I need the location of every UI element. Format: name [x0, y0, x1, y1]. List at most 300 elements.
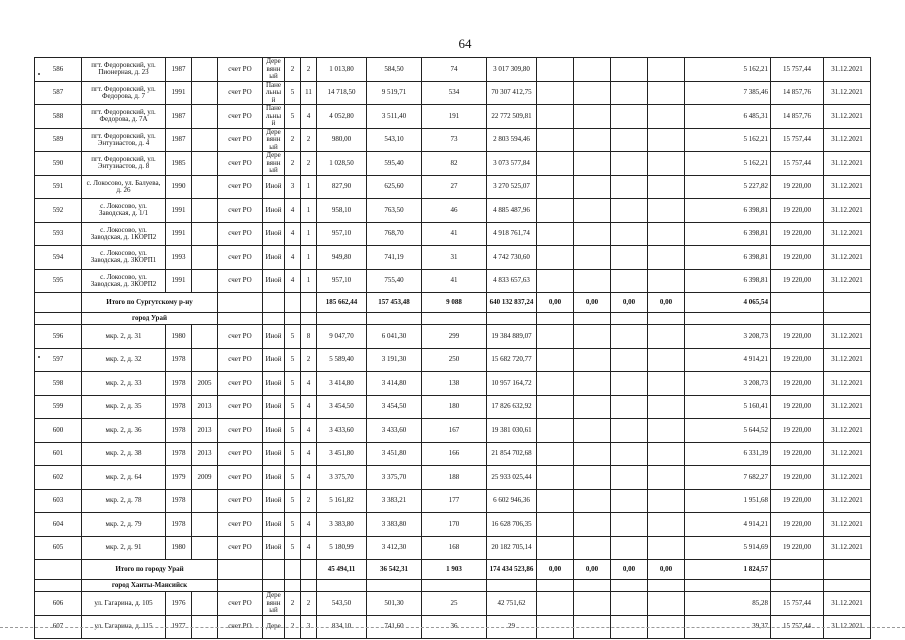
address: пгт. Федоровский, ул. Энтузиастов, д. 4 — [82, 128, 166, 152]
living-area: 3 454,50 — [367, 395, 422, 419]
total-area: 14 718,50 — [317, 81, 367, 105]
total-area: 45 494,11 — [317, 560, 367, 580]
row-number: 592 — [35, 199, 82, 223]
value-3 — [611, 536, 648, 560]
fund-account: счет РО — [218, 395, 263, 419]
value-3 — [611, 222, 648, 246]
value-2 — [574, 442, 611, 466]
value-1 — [537, 222, 574, 246]
row-number: 606 — [35, 592, 82, 616]
total-area: 957,10 — [317, 269, 367, 293]
fund-account: счет РО — [218, 536, 263, 560]
row-number: 589 — [35, 128, 82, 152]
total-area: 543,50 — [317, 592, 367, 616]
specific-cost: 3 208,73 — [685, 325, 771, 349]
specific-cost: 5 914,69 — [685, 536, 771, 560]
value-4 — [648, 513, 685, 537]
value-2 — [574, 246, 611, 270]
max-cost: 15 757,44 — [771, 152, 824, 176]
entrances: 1 — [301, 175, 317, 199]
year-renovated — [192, 513, 218, 537]
specific-cost: 6 398,81 — [685, 199, 771, 223]
year-built: 1980 — [166, 325, 192, 349]
total-area: 3 451,80 — [317, 442, 367, 466]
entrances: 4 — [301, 372, 317, 396]
residents: 82 — [422, 152, 487, 176]
total-area: 5 589,40 — [317, 348, 367, 372]
empty-cell — [611, 580, 648, 592]
year-renovated: 2005 — [192, 372, 218, 396]
specific-cost: 39,37 — [685, 615, 771, 639]
empty-cell — [771, 560, 824, 580]
deadline: 31.12.2021 — [824, 348, 871, 372]
fund-account: счет РО — [218, 372, 263, 396]
residents: 299 — [422, 325, 487, 349]
address: пгт. Федоровский, ул. Федорова, д. 7А — [82, 105, 166, 129]
total-row-number — [35, 560, 82, 580]
value-1 — [537, 152, 574, 176]
year-renovated — [192, 348, 218, 372]
value-2 — [574, 58, 611, 82]
year-built: 1991 — [166, 269, 192, 293]
deadline: 31.12.2021 — [824, 58, 871, 82]
table-row — [35, 419, 871, 443]
address: мкр. 2, д. 91 — [82, 536, 166, 560]
entrances: 11 — [301, 81, 317, 105]
entrances: 2 — [301, 348, 317, 372]
floors: 4 — [285, 199, 301, 223]
value-4 — [648, 199, 685, 223]
section-heading-row — [35, 313, 871, 325]
empty-cell — [648, 580, 685, 592]
value-1 — [537, 536, 574, 560]
empty-cell — [611, 313, 648, 325]
empty-cell — [824, 580, 871, 592]
row-number: 598 — [35, 372, 82, 396]
empty-cell — [685, 313, 771, 325]
living-area: 768,70 — [367, 222, 422, 246]
max-cost: 19 220,00 — [771, 536, 824, 560]
estimated-cost: 21 854 702,68 — [487, 442, 537, 466]
estimated-cost: 3 270 525,07 — [487, 175, 537, 199]
empty-cell — [301, 313, 317, 325]
value-2 — [574, 372, 611, 396]
deadline: 31.12.2021 — [824, 81, 871, 105]
wall-material: Иной — [263, 536, 285, 560]
value-2 — [574, 222, 611, 246]
specific-cost: 5 644,52 — [685, 419, 771, 443]
total-area: 185 662,44 — [317, 293, 367, 313]
max-cost: 15 757,44 — [771, 58, 824, 82]
year-built: 1978 — [166, 348, 192, 372]
year-renovated: 2013 — [192, 395, 218, 419]
total-value-3: 0,00 — [611, 560, 648, 580]
value-3 — [611, 105, 648, 129]
wall-material: Иной — [263, 269, 285, 293]
max-cost: 15 757,44 — [771, 128, 824, 152]
empty-cell — [285, 313, 301, 325]
entrances: 1 — [301, 269, 317, 293]
deadline: 31.12.2021 — [824, 442, 871, 466]
floors: 5 — [285, 105, 301, 129]
total-area: 980,00 — [317, 128, 367, 152]
residents: 180 — [422, 395, 487, 419]
row-number: 604 — [35, 513, 82, 537]
table-row — [35, 128, 871, 152]
specific-cost: 5 162,21 — [685, 128, 771, 152]
table-row — [35, 81, 871, 105]
total-value-1: 0,00 — [537, 560, 574, 580]
residents: 250 — [422, 348, 487, 372]
entrances: 2 — [301, 58, 317, 82]
table-row — [35, 199, 871, 223]
wall-material: Дере вянн ый — [263, 152, 285, 176]
specific-cost: 4 914,21 — [685, 513, 771, 537]
specific-cost: 7 385,46 — [685, 81, 771, 105]
address: мкр. 2, д. 78 — [82, 489, 166, 513]
empty-cell — [648, 313, 685, 325]
wall-material: Иной — [263, 513, 285, 537]
row-number: 593 — [35, 222, 82, 246]
fund-account: счет РО — [218, 81, 263, 105]
value-3 — [611, 466, 648, 490]
year-built: 1979 — [166, 466, 192, 490]
year-built: 1978 — [166, 372, 192, 396]
total-living-area: 36 542,31 — [367, 560, 422, 580]
fund-account: счет РО — [218, 348, 263, 372]
floors: 5 — [285, 395, 301, 419]
entrances: 1 — [301, 199, 317, 223]
entrances: 3 — [301, 615, 317, 639]
empty-cell — [218, 293, 263, 313]
address: ул. Гагарина, д. 105 — [82, 592, 166, 616]
empty-cell — [301, 560, 317, 580]
empty-cell — [537, 580, 574, 592]
year-renovated: 2013 — [192, 442, 218, 466]
value-3 — [611, 442, 648, 466]
year-built: 1980 — [166, 536, 192, 560]
total-residents: 9 088 — [422, 293, 487, 313]
scan-bottom-edge — [0, 627, 905, 628]
empty-cell — [487, 313, 537, 325]
total-area: 5 161,82 — [317, 489, 367, 513]
year-renovated — [192, 246, 218, 270]
estimated-cost: 15 682 720,77 — [487, 348, 537, 372]
max-cost: 19 220,00 — [771, 199, 824, 223]
living-area: 3 191,30 — [367, 348, 422, 372]
value-3 — [611, 246, 648, 270]
fund-account: счет РО — [218, 419, 263, 443]
value-1 — [537, 199, 574, 223]
value-4 — [648, 222, 685, 246]
table-row — [35, 175, 871, 199]
year-renovated — [192, 222, 218, 246]
estimated-cost: 70 307 412,75 — [487, 81, 537, 105]
entrances: 4 — [301, 105, 317, 129]
empty-cell — [263, 560, 285, 580]
row-number: 602 — [35, 466, 82, 490]
value-2 — [574, 466, 611, 490]
deadline: 31.12.2021 — [824, 175, 871, 199]
value-4 — [648, 536, 685, 560]
residents: 167 — [422, 419, 487, 443]
entrances: 2 — [301, 152, 317, 176]
floors: 3 — [285, 175, 301, 199]
estimated-cost: 4 885 487,96 — [487, 199, 537, 223]
value-1 — [537, 81, 574, 105]
specific-cost: 6 398,81 — [685, 246, 771, 270]
residents: 170 — [422, 513, 487, 537]
value-1 — [537, 419, 574, 443]
fund-account: счет РО — [218, 325, 263, 349]
wall-material: Иной — [263, 348, 285, 372]
total-row — [35, 560, 871, 580]
address: пгт. Федоровский, ул. Энтузиастов, д. 8 — [82, 152, 166, 176]
empty-cell — [537, 313, 574, 325]
floors: 5 — [285, 419, 301, 443]
total-area: 9 047,70 — [317, 325, 367, 349]
empty-cell — [263, 313, 285, 325]
max-cost: 15 757,44 — [771, 615, 824, 639]
fund-account: счет РО — [218, 442, 263, 466]
residents: 166 — [422, 442, 487, 466]
address: мкр. 2, д. 32 — [82, 348, 166, 372]
row-number: 594 — [35, 246, 82, 270]
living-area: 3 383,80 — [367, 513, 422, 537]
value-3 — [611, 592, 648, 616]
value-1 — [537, 489, 574, 513]
table-row — [35, 592, 871, 616]
total-label: Итого по Сургутскому р-ну — [82, 293, 218, 313]
residents: 168 — [422, 536, 487, 560]
value-3 — [611, 419, 648, 443]
empty-cell — [422, 313, 487, 325]
max-cost: 19 220,00 — [771, 348, 824, 372]
wall-material: Пане льны й — [263, 105, 285, 129]
page-number: 64 — [458, 36, 472, 51]
wall-material: Пане льны й — [263, 81, 285, 105]
wall-material: Дере — [263, 615, 285, 639]
total-value-1: 0,00 — [537, 293, 574, 313]
value-4 — [648, 325, 685, 349]
max-cost: 15 757,44 — [771, 592, 824, 616]
total-row — [35, 293, 871, 313]
living-area: 3 383,21 — [367, 489, 422, 513]
deadline: 31.12.2021 — [824, 513, 871, 537]
entrances: 1 — [301, 222, 317, 246]
entrances: 2 — [301, 489, 317, 513]
living-area: 3 451,80 — [367, 442, 422, 466]
value-3 — [611, 81, 648, 105]
total-residents: 1 903 — [422, 560, 487, 580]
housing-register-table — [34, 57, 871, 639]
value-4 — [648, 372, 685, 396]
fund-account: счет РО — [218, 128, 263, 152]
entrances: 4 — [301, 466, 317, 490]
floors: 5 — [285, 81, 301, 105]
year-built: 1993 — [166, 246, 192, 270]
deadline: 31.12.2021 — [824, 199, 871, 223]
value-2 — [574, 269, 611, 293]
value-4 — [648, 395, 685, 419]
value-1 — [537, 372, 574, 396]
total-area: 4 052,80 — [317, 105, 367, 129]
scan-speck — [38, 356, 40, 358]
address: мкр. 2, д. 31 — [82, 325, 166, 349]
wall-material: Иной — [263, 325, 285, 349]
entrances: 2 — [301, 592, 317, 616]
estimated-cost: 3 073 577,84 — [487, 152, 537, 176]
value-1 — [537, 175, 574, 199]
register-body — [35, 58, 871, 639]
value-2 — [574, 175, 611, 199]
row-number: 605 — [35, 536, 82, 560]
specific-cost: 7 682,27 — [685, 466, 771, 490]
table-row — [35, 513, 871, 537]
value-2 — [574, 325, 611, 349]
floors: 5 — [285, 325, 301, 349]
value-4 — [648, 81, 685, 105]
value-1 — [537, 466, 574, 490]
entrances: 4 — [301, 395, 317, 419]
floors: 2 — [285, 152, 301, 176]
residents: 191 — [422, 105, 487, 129]
scan-speck — [38, 73, 40, 75]
row-number: 591 — [35, 175, 82, 199]
value-4 — [648, 466, 685, 490]
specific-cost: 6 398,81 — [685, 222, 771, 246]
value-1 — [537, 269, 574, 293]
value-3 — [611, 175, 648, 199]
value-3 — [611, 489, 648, 513]
empty-cell — [367, 580, 422, 592]
estimated-cost: 2 803 594,46 — [487, 128, 537, 152]
value-2 — [574, 513, 611, 537]
address: мкр. 2, д. 36 — [82, 419, 166, 443]
estimated-cost: 29 — [487, 615, 537, 639]
deadline: 31.12.2021 — [824, 246, 871, 270]
total-value-3: 0,00 — [611, 293, 648, 313]
value-4 — [648, 246, 685, 270]
total-value-4: 0,00 — [648, 293, 685, 313]
value-3 — [611, 152, 648, 176]
empty-cell — [422, 580, 487, 592]
row-number: 596 — [35, 325, 82, 349]
year-renovated — [192, 325, 218, 349]
year-built: 1991 — [166, 199, 192, 223]
empty-cell — [824, 293, 871, 313]
year-renovated — [192, 128, 218, 152]
max-cost: 19 220,00 — [771, 466, 824, 490]
total-area: 3 375,70 — [317, 466, 367, 490]
value-4 — [648, 105, 685, 129]
year-built: 1985 — [166, 152, 192, 176]
total-value-2: 0,00 — [574, 560, 611, 580]
value-3 — [611, 269, 648, 293]
wall-material: Иной — [263, 199, 285, 223]
total-specific-cost: 1 824,57 — [685, 560, 771, 580]
value-1 — [537, 348, 574, 372]
value-3 — [611, 513, 648, 537]
row-number: 601 — [35, 442, 82, 466]
deadline: 31.12.2021 — [824, 395, 871, 419]
max-cost: 19 220,00 — [771, 246, 824, 270]
table-row — [35, 58, 871, 82]
living-area: 763,50 — [367, 199, 422, 223]
deadline: 31.12.2021 — [824, 269, 871, 293]
max-cost: 19 220,00 — [771, 442, 824, 466]
empty-cell — [574, 313, 611, 325]
value-4 — [648, 152, 685, 176]
address: с. Локосово, ул. Заводская, д. 3КОРП2 — [82, 269, 166, 293]
row-number: 587 — [35, 81, 82, 105]
table-row — [35, 536, 871, 560]
value-1 — [537, 442, 574, 466]
residents: 27 — [422, 175, 487, 199]
year-built: 1987 — [166, 58, 192, 82]
year-built: 1987 — [166, 105, 192, 129]
deadline: 31.12.2021 — [824, 615, 871, 639]
residents: 534 — [422, 81, 487, 105]
value-4 — [648, 348, 685, 372]
value-1 — [537, 325, 574, 349]
entrances: 8 — [301, 325, 317, 349]
total-row-number — [35, 293, 82, 313]
year-built: 1990 — [166, 175, 192, 199]
floors: 5 — [285, 489, 301, 513]
row-number: 595 — [35, 269, 82, 293]
table-row — [35, 105, 871, 129]
deadline: 31.12.2021 — [824, 325, 871, 349]
value-2 — [574, 152, 611, 176]
fund-account: счет РО — [218, 269, 263, 293]
year-renovated: 2009 — [192, 466, 218, 490]
value-2 — [574, 395, 611, 419]
living-area: 3 375,70 — [367, 466, 422, 490]
section-number — [35, 313, 82, 325]
year-built: 1976 — [166, 592, 192, 616]
empty-cell — [285, 293, 301, 313]
empty-cell — [218, 560, 263, 580]
entrances: 4 — [301, 442, 317, 466]
residents: 41 — [422, 222, 487, 246]
floors: 5 — [285, 466, 301, 490]
wall-material: Иной — [263, 442, 285, 466]
empty-cell — [263, 293, 285, 313]
total-area: 949,80 — [317, 246, 367, 270]
row-number: 599 — [35, 395, 82, 419]
estimated-cost: 19 381 030,61 — [487, 419, 537, 443]
living-area: 625,60 — [367, 175, 422, 199]
total-area: 3 414,80 — [317, 372, 367, 396]
max-cost: 14 857,76 — [771, 105, 824, 129]
floors: 2 — [285, 615, 301, 639]
value-4 — [648, 175, 685, 199]
wall-material: Иной — [263, 466, 285, 490]
total-cost: 640 132 837,24 — [487, 293, 537, 313]
fund-account: счет РО — [218, 466, 263, 490]
year-built: 1978 — [166, 419, 192, 443]
living-area: 741,19 — [367, 246, 422, 270]
value-1 — [537, 592, 574, 616]
value-4 — [648, 592, 685, 616]
empty-cell — [218, 313, 263, 325]
address: с. Локосово, ул. Заводская, д. 1/1 — [82, 199, 166, 223]
deadline: 31.12.2021 — [824, 105, 871, 129]
address: пгт. Федоровский, ул. Федорова, д. 7 — [82, 81, 166, 105]
empty-cell — [263, 580, 285, 592]
specific-cost: 6 398,81 — [685, 269, 771, 293]
